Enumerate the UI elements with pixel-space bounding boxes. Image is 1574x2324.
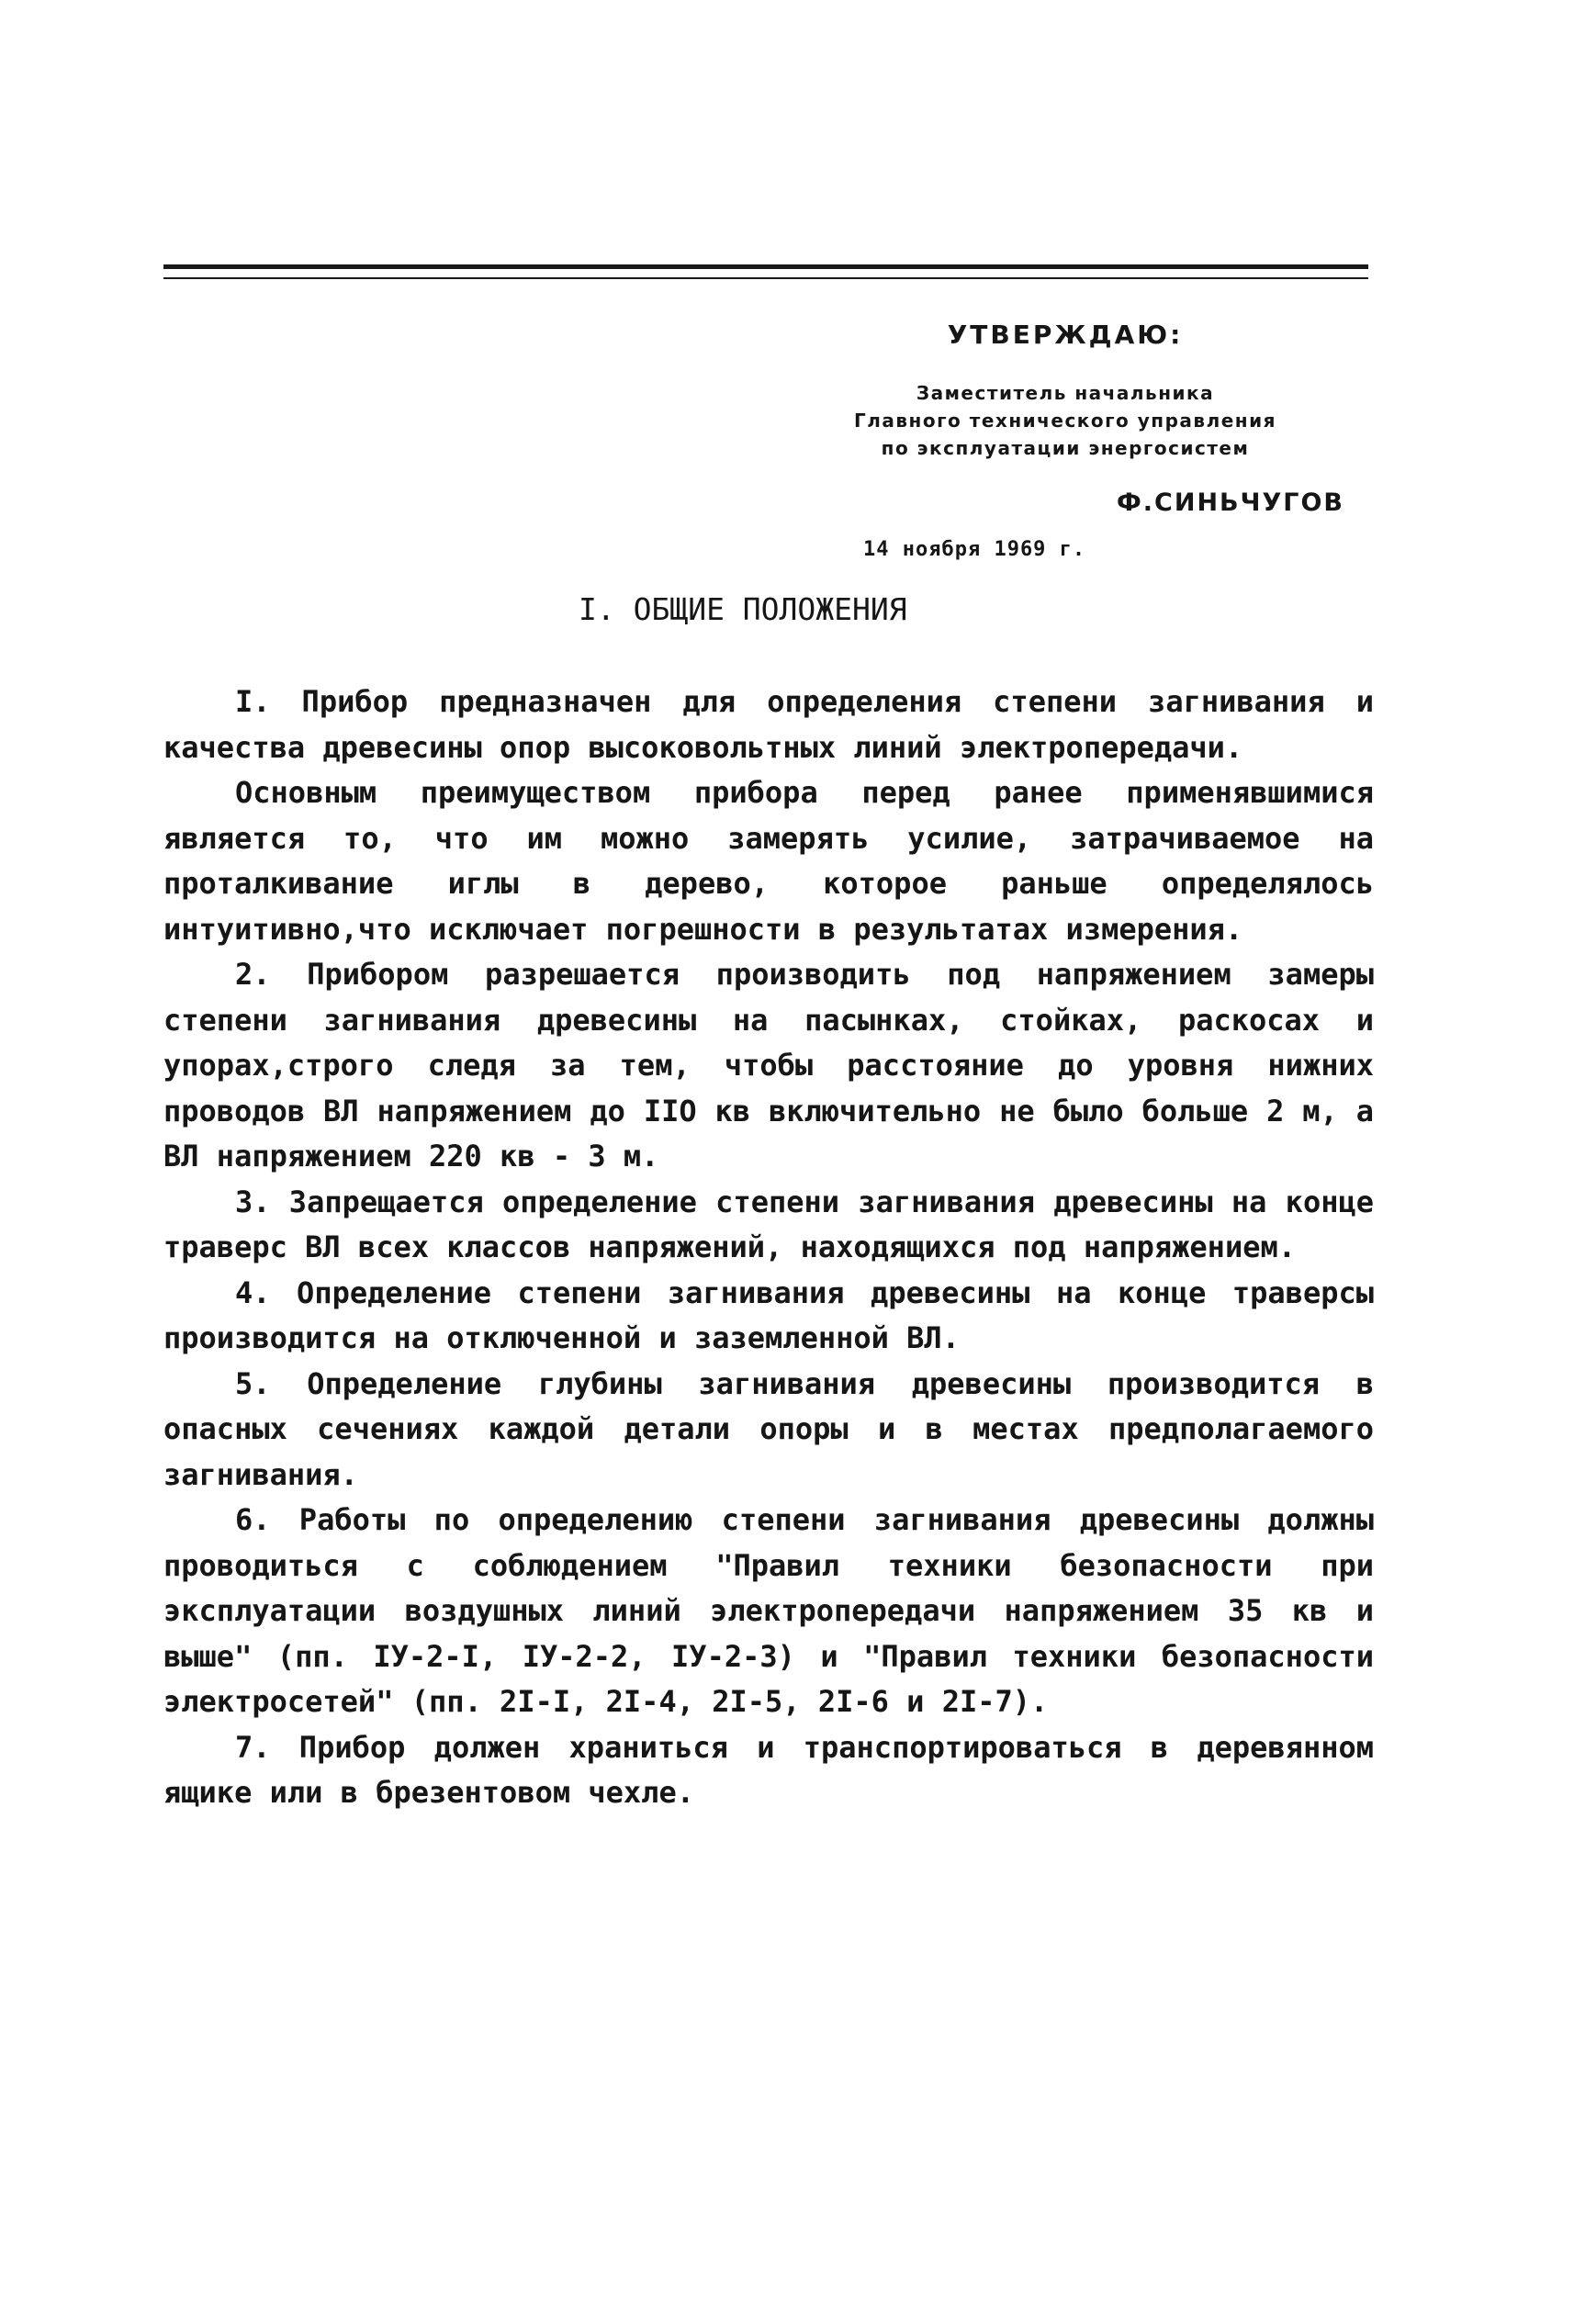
paragraph-1: I. Прибор предназначен для определения степени загнивания и качества древесины опор высоковольтных линий электропередачи. bbox=[163, 684, 1374, 765]
approval-position-line: по эксплуатации энергосистем bbox=[881, 437, 1250, 459]
approval-position-line: Заместитель начальника bbox=[916, 382, 1215, 404]
document-body bbox=[163, 679, 1374, 1816]
approval-signer: Ф.СИНЬЧУГОВ bbox=[1117, 488, 1344, 517]
approval-date: 14 ноября 1969 г. bbox=[863, 538, 1086, 561]
approval-block bbox=[808, 320, 1322, 462]
paragraph-2: 2. Прибором разрешается производить под напряжением замеры степени загнивания древесины на пасынках, стойках, раскосах и упорах,строго следя за тем, чтобы расстояние до уровня нижних проводов ВЛ напряжением до IIO кв включительно не было больше 2 м, а ВЛ напряжением 220 кв - 3 м. bbox=[163, 957, 1374, 1173]
paragraph-5: 5. Определение глубины загнивания древесины производится в опасных сечениях каждой детали опоры и в местах предполагаемого загнивания. bbox=[163, 1365, 1374, 1492]
paragraph-6: 6. Работы по определению степени загнивания древесины должны проводиться с соблюдением "Правил техники безопасности при эксплуатации воздушных линий электропередачи напряжением 35 кв и выше" (пп. IУ-2-I, IУ-2-2, IУ-2-3) и "Правил техники безопасности электросетей" (пп. 2I-I, 2I-4, 2I-5, 2I-6 и 2I-7). bbox=[163, 1502, 1374, 1719]
paragraph-1-continued: Основным преимуществом прибора перед ранее применявшимися является то, что им можно замерять усилие, затрачиваемое на проталкивание иглы в дерево, которое раньше определялось интуитивно,что исключает погрешности в результатах измерения. bbox=[163, 775, 1374, 947]
approval-position-line: Главного технического управления bbox=[854, 410, 1276, 432]
paragraph-3: 3. Запрещается определение степени загнивания древесины на конце траверс ВЛ всех классов напряжений, находящихся под напряжением. bbox=[163, 1184, 1374, 1264]
paragraph-7: 7. Прибор должен храниться и транспортироваться в деревянном ящике или в брезентовом чехле. bbox=[163, 1729, 1374, 1810]
paragraph-4: 4. Определение степени загнивания древесины на конце траверсы производится на отключенной и заземленной ВЛ. bbox=[163, 1274, 1374, 1355]
section-title: I. ОБЩИЕ ПОЛОЖЕНИЯ bbox=[579, 591, 907, 627]
top-rule bbox=[163, 264, 1368, 279]
approval-heading: УТВЕРЖДАЮ: bbox=[947, 320, 1184, 350]
